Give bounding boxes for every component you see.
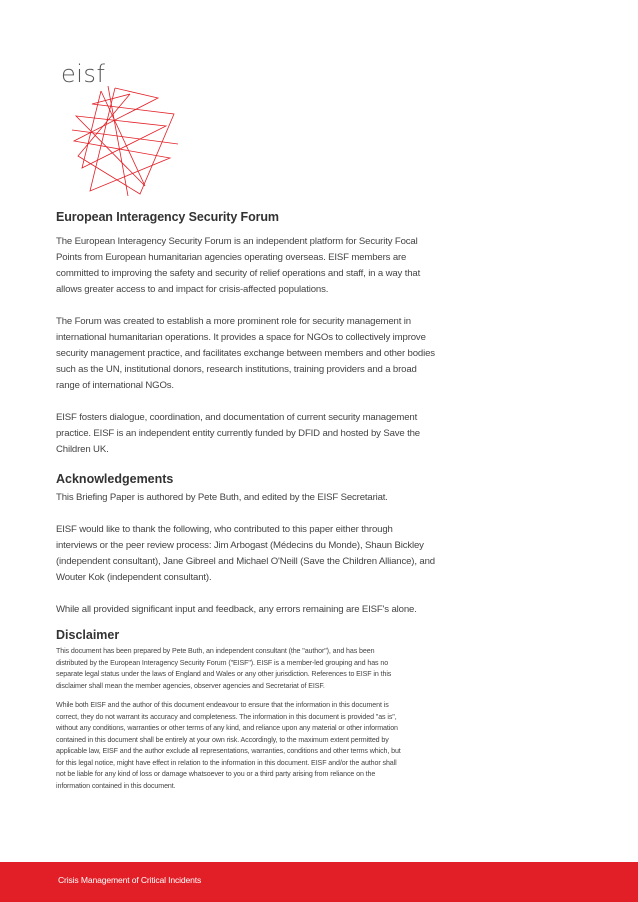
- footer-title: Crisis Management of Critical Incidents: [58, 875, 202, 885]
- footer-bar: [0, 862, 638, 902]
- acknowledgements-paragraph-1: This Briefing Paper is authored by Pete Buth, and edited by the EISF Secretariat.: [56, 492, 388, 503]
- intro-paragraph-1: The European Interagency Security Forum is an independent platform for Security Focal Points from European humanitarian agencies operating overseas. EISF members are committed to improving the safety and security of relief operations and staff, in a way that allows greater access to and impact for crisis-affected populations.: [56, 236, 421, 295]
- disclaimer-paragraph-1: This document has been prepared by Pete Buth, an independent consultant (the "author"), and has been distributed by the European Interagency Security Forum ("EISF"). EISF is a member-led grouping and has no separate legal status under the laws of England and Wales or any other jurisdiction. References to EISF in this disclaimer shall mean the member agencies, observer agencies and Secretariat of EISF.: [56, 647, 392, 690]
- acknowledgements-paragraph-2: EISF would like to thank the following, who contributed to this paper either through interviews or the peer review process: Jim Arbogast (Médecins du Monde), Shaun Bickley (independent consultant), Jane Gibreel and Michael O'Neill (Save the Children Alliance), and Wouter Kok (independent consultant).: [56, 524, 435, 583]
- intro-paragraph-3: EISF fosters dialogue, coordination, and documentation of current security management practice. EISF is an independent entity currently funded by DFID and hosted by Save the Children UK.: [56, 412, 420, 455]
- disclaimer-heading: Disclaimer: [56, 628, 120, 642]
- eisf-heading: European Interagency Security Forum: [56, 210, 279, 224]
- intro-paragraph-2: The Forum was created to establish a more prominent role for security management in international humanitarian operations. It provides a space for NGOs to collectively improve security management practice, and facilitates exchange between members and other bodies such as the UN, institutional donors, research institutions, training providers and a broad range of international NGOs.: [56, 316, 435, 391]
- eisf-star-icon: [70, 86, 180, 196]
- eisf-logo-text: eisf: [61, 60, 106, 88]
- acknowledgements-paragraph-3: While all provided significant input and feedback, any errors remaining are EISF's alone.: [56, 604, 417, 615]
- acknowledgements-heading: Acknowledgements: [56, 472, 174, 486]
- main-content: [56, 210, 436, 792]
- disclaimer-paragraph-2: While both EISF and the author of this document endeavour to ensure that the information in this document is correct, they do not warrant its accuracy and completeness. The information in this document is provided "as is", without any conditions, warranties or other terms of any kind, and reliance upon any material or other information contained in this document shall be entirely at your own risk. Accordingly, to the maximum extent permitted by applicable law, EISF and the author exclude all representations, warranties, conditions and other terms which, but for this legal notice, might have effect in relation to the information in this document. EISF and/or the author shall not be liable for any kind of loss or damage whatsoever to you or a third party arising from reliance on the information contained in this document.: [56, 701, 401, 790]
